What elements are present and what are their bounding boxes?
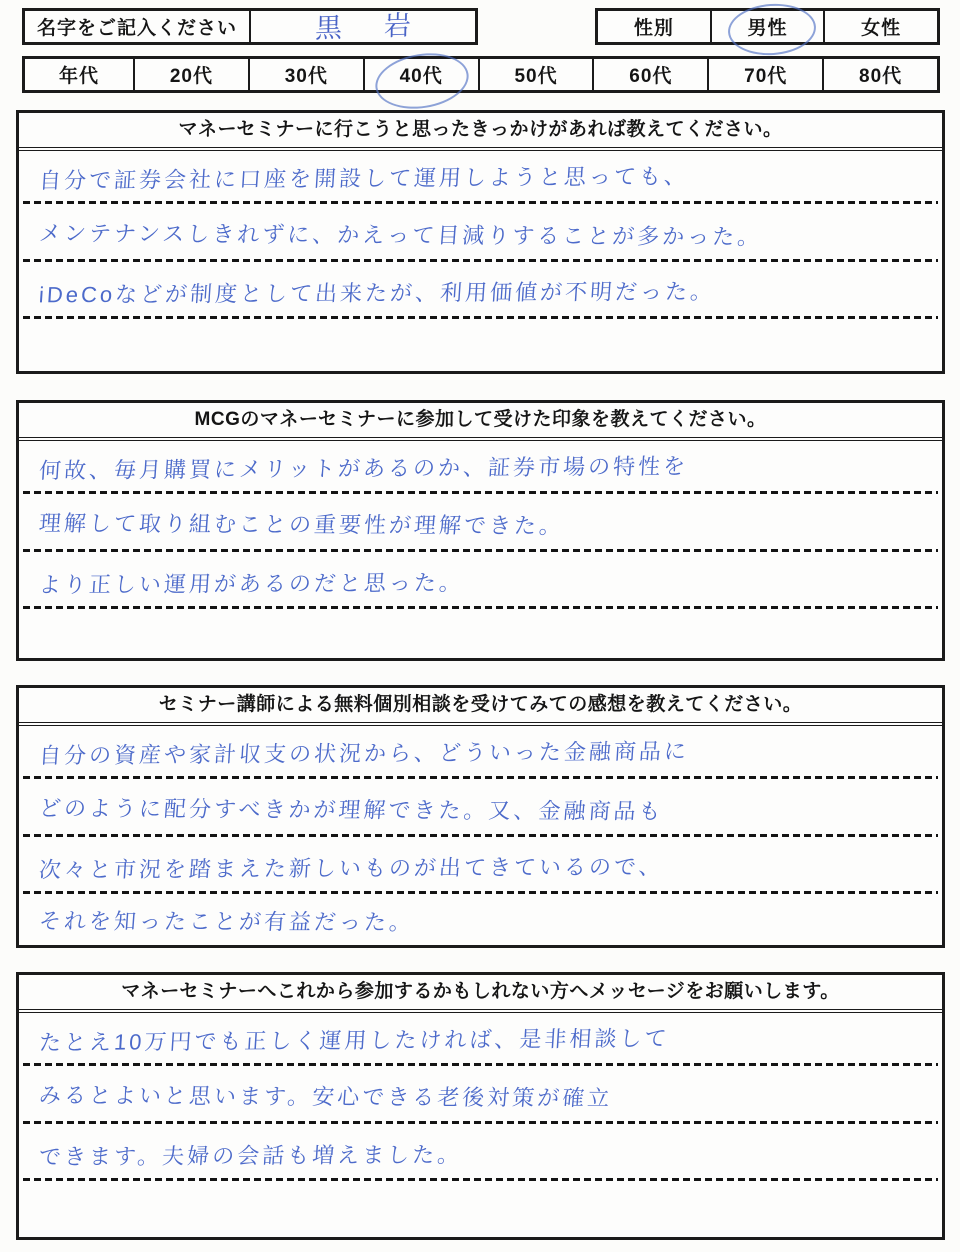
ruled-line (23, 834, 938, 837)
question-box-3 (16, 685, 945, 948)
gender-option-female-label: 女性 (861, 18, 902, 39)
age-option-80s-label: 80代 (859, 66, 903, 87)
ruled-line (23, 606, 938, 609)
age-option-50s-label: 50代 (514, 66, 558, 87)
age-option-60s-label: 60代 (629, 66, 673, 87)
name-table (22, 8, 478, 45)
ruled-line (23, 776, 938, 779)
age-option-20s (135, 59, 250, 90)
name-label: 名字をご記入ください (25, 11, 251, 42)
ruled-line (23, 259, 938, 262)
age-option-30s-label: 30代 (284, 66, 328, 87)
ruled-line (23, 891, 938, 894)
age-option-20s-label: 20代 (169, 66, 213, 87)
gender-label: 性別 (598, 11, 712, 42)
ruled-line (23, 1121, 938, 1124)
ruled-line (23, 316, 938, 319)
ruled-line (23, 549, 938, 552)
question-box-4 (16, 972, 945, 1240)
question-3-title: セミナー講師による無料個別相談を受けてみての感想を教えてください。 (19, 688, 942, 726)
question-1-answer-line-1: 自分で証券会社に口座を開設して運用しようと思っても、 (38, 163, 690, 194)
age-table (22, 56, 940, 93)
gender-option-female (825, 11, 937, 42)
age-option-60s (594, 59, 709, 90)
question-2-answer-line-1: 何故、毎月購買にメリットがあるのか、証券市場の特性を (38, 453, 689, 484)
gender-option-male (712, 11, 826, 42)
age-option-50s (480, 59, 595, 90)
age-option-40s-label: 40代 (399, 66, 443, 87)
question-4-answer-line-1: たとえ10万円でも正しく運用したければ、是非相談して (38, 1025, 671, 1056)
age-label: 年代 (25, 59, 135, 90)
age-option-40s (365, 59, 480, 90)
ruled-line (23, 1063, 938, 1066)
question-1-title: マネーセミナーに行こうと思ったきっかけがあれば教えてください。 (19, 113, 942, 151)
age-option-70s-label: 70代 (744, 66, 788, 87)
question-3-answer-line-4: それを知ったことが有益だった。 (38, 908, 415, 935)
question-2-answer-line-2: 理解して取り組むことの重要性が理解できた。 (38, 510, 565, 539)
name-field (251, 8, 475, 44)
ruled-line (23, 491, 938, 494)
age-option-70s (709, 59, 824, 90)
question-box-1 (16, 110, 945, 374)
age-option-80s (824, 59, 937, 90)
question-box-2 (16, 400, 945, 661)
ruled-line (23, 201, 938, 204)
gender-table (595, 8, 940, 45)
question-3-answer-line-1: 自分の資産や家計収支の状況から、どういった金融商品に (38, 738, 690, 769)
gender-option-male-label: 男性 (747, 18, 788, 39)
question-2-answer-line-3: より正しい運用があるのだと思った。 (38, 570, 465, 598)
name-handwritten-value: 黒岩 (314, 8, 454, 44)
question-1-answer-line-3: iDeCoなどが制度として出来たが、利用価値が不明だった。 (38, 278, 716, 308)
question-2-title: MCGのマネーセミナーに参加して受けた印象を教えてください。 (19, 403, 942, 441)
ruled-line (23, 1178, 938, 1181)
question-3-answer-line-3: 次々と市況を踏まえた新しいものが出てきているので、 (38, 854, 665, 883)
question-3-answer-line-2: どのように配分すべきかが理解できた。又、金融商品も (38, 795, 665, 824)
age-option-30s (250, 59, 365, 90)
question-4-answer-line-3: できます。夫婦の会話も増えました。 (38, 1142, 464, 1170)
question-4-title: マネーセミナーへこれから参加するかもしれない方へメッセージをお願いします。 (19, 975, 942, 1013)
question-1-answer-line-2: メンテナンスしきれずに、かえって目減りすることが多かった。 (38, 220, 764, 250)
question-4-answer-line-2: みるとよいと思います。安心できる老後対策が確立 (38, 1082, 614, 1111)
